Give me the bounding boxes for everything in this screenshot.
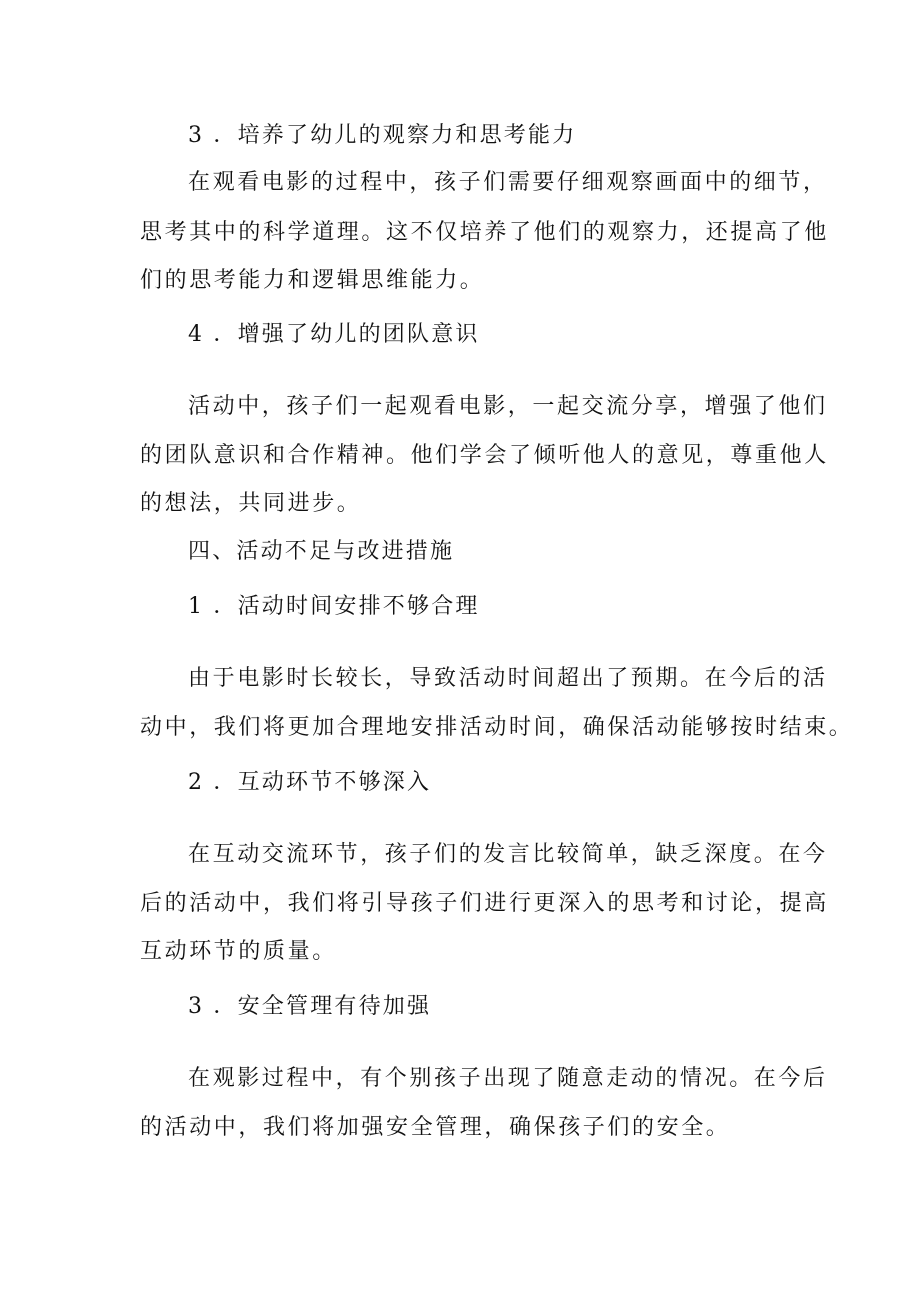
- paragraph-line: 在观看电影的过程中，孩子们需要仔细观察画面中的细节，: [188, 170, 828, 195]
- paragraph-line: 的团队意识和合作精神。他们学会了倾听他人的意见，尊重他人: [140, 443, 829, 468]
- paragraph-line: 后的活动中，我们将引导孩子们进行更深入的思考和讨论，提高: [140, 891, 829, 916]
- paragraph-line: 动中，我们将更加合理地安排活动时间，确保活动能够按时结束。: [140, 715, 854, 740]
- section-heading: 4 ．增强了幼儿的团队意识: [188, 322, 480, 347]
- paragraph-line: 由于电影时长较长，导致活动时间超出了预期。在今后的活: [188, 666, 828, 691]
- paragraph-line: 们的思考能力和逻辑思维能力。: [140, 268, 485, 293]
- paragraph-line: 活动中，孩子们一起观看电影，一起交流分享，增强了他们: [188, 394, 828, 419]
- paragraph-line: 的想法，共同进步。: [140, 491, 362, 516]
- paragraph-line: 在互动交流环节，孩子们的发言比较简单，缺乏深度。在今: [188, 842, 828, 867]
- section-heading: 2 ．互动环节不够深入: [188, 770, 432, 795]
- section-heading: 3 ．安全管理有待加强: [188, 994, 432, 1019]
- section-heading: 3 ．培养了幼儿的观察力和思考能力: [188, 123, 577, 148]
- paragraph-line: 思考其中的科学道理。这不仅培养了他们的观察力，还提高了他: [140, 220, 829, 245]
- chapter-heading: 四、活动不足与改进措施: [188, 539, 455, 564]
- paragraph-line: 的活动中，我们将加强安全管理，确保孩子们的安全。: [140, 1115, 731, 1140]
- section-heading: 1 ．活动时间安排不够合理: [188, 594, 480, 619]
- paragraph-line: 互动环节的质量。: [140, 939, 337, 964]
- paragraph-line: 在观影过程中，有个别孩子出现了随意走动的情况。在今后: [188, 1066, 828, 1091]
